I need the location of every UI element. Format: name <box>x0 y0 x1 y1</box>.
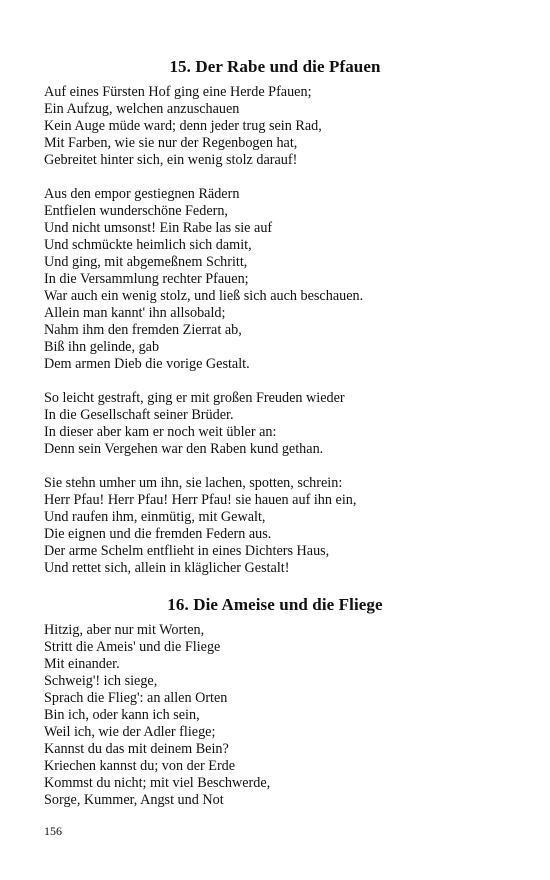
page-number: 156 <box>44 824 62 838</box>
poem-body <box>44 84 363 577</box>
verse-line: Sprach die Flieg': an allen Orten <box>44 690 228 706</box>
stanza <box>44 475 363 577</box>
verse-line: Die eignen und die fremden Federn aus. <box>44 526 272 542</box>
verse-line: Auf eines Fürsten Hof ging eine Herde Pfauen; <box>44 84 312 100</box>
verse-line: So leicht gestraft, ging er mit großen Freuden wieder <box>44 390 345 406</box>
verse-line: Weil ich, wie der Adler fliege; <box>44 724 216 740</box>
poem-title: 15. Der Rabe und die Pfauen <box>169 57 381 76</box>
verse-line: Und ging, mit abgemeßnem Schritt, <box>44 254 248 270</box>
verse-line: In die Versammlung rechter Pfauen; <box>44 271 249 287</box>
stanza <box>44 84 363 169</box>
verse-line: Der arme Schelm entflieht in eines Dichters Haus, <box>44 543 330 559</box>
verse-line: Und schmückte heimlich sich damit, <box>44 237 252 253</box>
verse-line: Und nicht umsonst! Ein Rabe las sie auf <box>44 220 273 236</box>
verse-line: Dem armen Dieb die vorige Gestalt. <box>44 356 250 372</box>
verse-line: Gebreitet hinter sich, ein wenig stolz darauf! <box>44 152 298 168</box>
poem-body <box>44 622 270 809</box>
verse-line: War auch ein wenig stolz, und ließ sich auch beschauen. <box>44 288 364 304</box>
verse-line: Sorge, Kummer, Angst und Not <box>44 792 224 808</box>
verse-line: Denn sein Vergehen war den Raben kund gethan. <box>44 441 324 457</box>
stanza <box>44 622 270 809</box>
verse-line: Aus den empor gestiegnen Rädern <box>44 186 240 202</box>
verse-line: Und raufen ihm, einmütig, mit Gewalt, <box>44 509 266 525</box>
verse-line: Allein man kannt' ihn allsobald; <box>44 305 226 321</box>
verse-line: Entfielen wunderschöne Federn, <box>44 203 228 219</box>
verse-line: Kommst du nicht; mit viel Beschwerde, <box>44 775 271 791</box>
verse-line: In dieser aber kam er noch weit übler an: <box>44 424 277 440</box>
verse-line: Bin ich, oder kann ich sein, <box>44 707 200 723</box>
verse-line: Kannst du das mit deinem Bein? <box>44 741 229 757</box>
verse-line: Kein Auge müde ward; denn jeder trug sein Rad, <box>44 118 322 134</box>
poem-title: 16. Die Ameise und die Fliege <box>167 595 383 614</box>
verse-line: Kriechen kannst du; von der Erde <box>44 758 236 774</box>
verse-line: Biß ihn gelinde, gab <box>44 339 160 355</box>
verse-line: Stritt die Ameis' und die Fliege <box>44 639 221 655</box>
verse-line: Mit einander. <box>44 656 120 672</box>
verse-line: Hitzig, aber nur mit Worten, <box>44 622 205 638</box>
verse-line: Sie stehn umher um ihn, sie lachen, spotten, schrein: <box>44 475 343 491</box>
verse-line: Und rettet sich, allein in kläglicher Gestalt! <box>44 560 290 576</box>
verse-line: Mit Farben, wie sie nur der Regenbogen hat, <box>44 135 298 151</box>
stanza <box>44 186 363 373</box>
verse-line: Ein Aufzug, welchen anzuschauen <box>44 101 240 117</box>
verse-line: Schweig'! ich siege, <box>44 673 158 689</box>
verse-line: Nahm ihm den fremden Zierrat ab, <box>44 322 242 338</box>
verse-line: In die Gesellschaft seiner Brüder. <box>44 407 234 423</box>
verse-line: Herr Pfau! Herr Pfau! Herr Pfau! sie hauen auf ihn ein, <box>44 492 357 508</box>
stanza <box>44 390 363 458</box>
